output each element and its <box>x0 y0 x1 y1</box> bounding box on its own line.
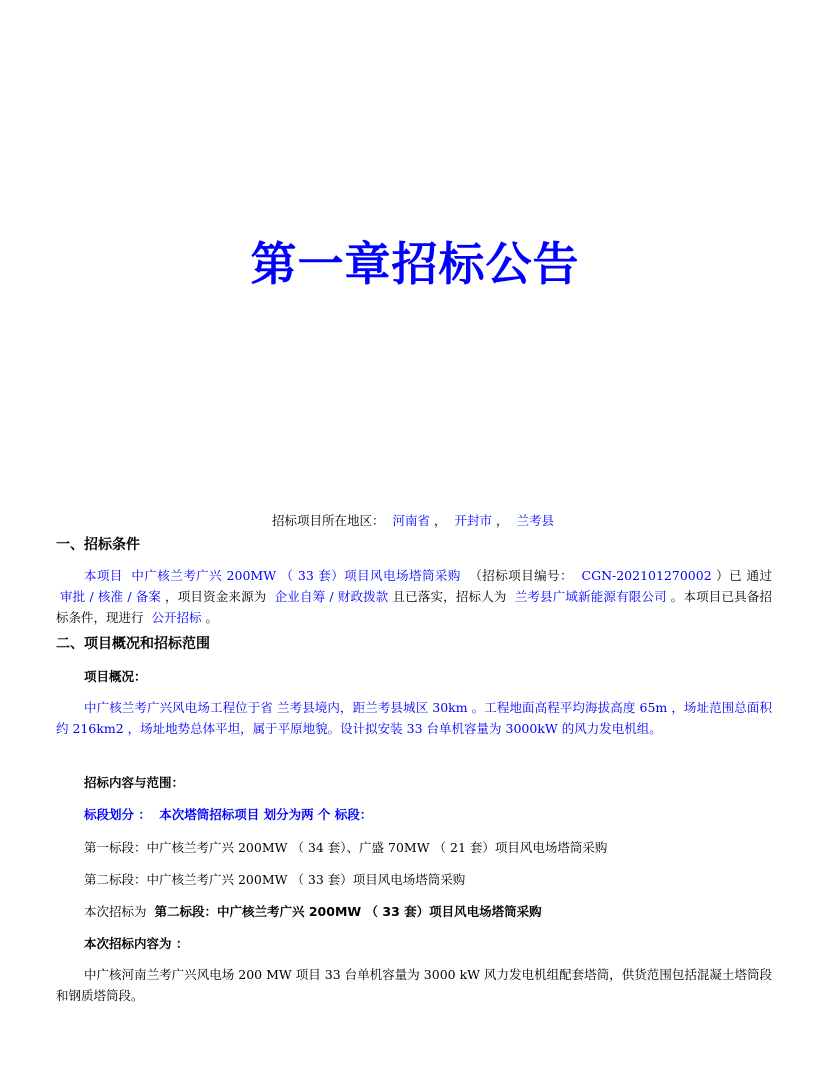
project-location <box>0 511 830 529</box>
current-tender-label: 本次招标为 <box>84 904 147 919</box>
project-code: CGN-202101270002 <box>581 568 712 583</box>
intro-text: 本项目 <box>84 568 123 583</box>
location-county: 兰考县 <box>516 513 555 528</box>
tender-method: 公开招标 <box>151 610 202 625</box>
overview-paragraph: 中广核兰考广兴风电场工程位于省 兰考县境内，距兰考县城区 30km 。工程地面高程平均海拔高度 65m ，场址范围总面积约 216km2 ，场址地势总体平坦，属于平原地貌。设计拟安装 33 台单机容量为 3000kW 的风力发电机组。 <box>56 700 772 736</box>
fund-label: ，项目资金来源为 <box>165 589 267 604</box>
lot-division-text: 本次塔筒招标项目 划分为两 个 标段： <box>159 807 373 822</box>
paragraph-end: 。 <box>205 610 219 625</box>
content-paragraph: 中广核河南兰考广兴风电场 200 MW 项目 33 台单机容量为 3000 kW 风力发电机组配套塔筒，供货范围包括混凝土塔筒段和钢质塔筒段。 <box>56 967 772 1003</box>
location-label: 招标项目所在地区： <box>271 513 385 528</box>
fund-source: 企业自筹 / 财政拨款 <box>274 589 389 604</box>
lot-2: 第二标段：中广核兰考广兴 200MW （ 33 套）项目风电场塔筒采购 <box>84 872 466 887</box>
chapter-title: 第一章招标公告 <box>250 237 580 291</box>
fund-end: 且已落实，招标人为 <box>392 589 507 604</box>
tender-conditions-paragraph <box>56 565 772 628</box>
pass-text: 通过 <box>746 568 772 583</box>
tenderer-name: 兰考县广域新能源有限公司 <box>514 589 667 604</box>
approval-type: 审批 / 核准 / 备案 <box>60 589 162 604</box>
overview-label: 项目概况： <box>84 669 147 684</box>
section-1-heading: 一、招标条件 <box>56 537 140 553</box>
section-2-heading: 二、项目概况和招标范围 <box>56 636 210 652</box>
scope-label: 招标内容与范围： <box>84 775 185 790</box>
location-sep-2: ， <box>496 513 509 528</box>
location-province: 河南省 <box>392 513 430 528</box>
conditions-end: 。本项目已具备招标条件，现进行 <box>56 589 772 625</box>
lot-division-label: 标段划分 ： <box>84 807 151 822</box>
project-code-end: ）已 <box>715 568 743 583</box>
location-sep-1: ， <box>433 513 447 528</box>
lot-division <box>84 805 376 823</box>
lot-1: 第一标段：中广核兰考广兴 200MW （ 34 套）、广盛 70MW （ 21 套）项目风电场塔筒采购 <box>84 840 608 855</box>
project-name: 中广核兰考广兴 200MW （ 33 套）项目风电场塔筒采购 <box>131 568 461 583</box>
project-code-label: （招标项目编号： <box>469 568 574 583</box>
current-tender <box>84 902 546 920</box>
content-label: 本次招标内容为 ： <box>84 936 189 951</box>
location-city: 开封市 <box>454 513 492 528</box>
current-tender-lot: 第二标段：中广核兰考广兴 200MW （ 33 套）项目风电场塔筒采购 <box>154 904 542 919</box>
